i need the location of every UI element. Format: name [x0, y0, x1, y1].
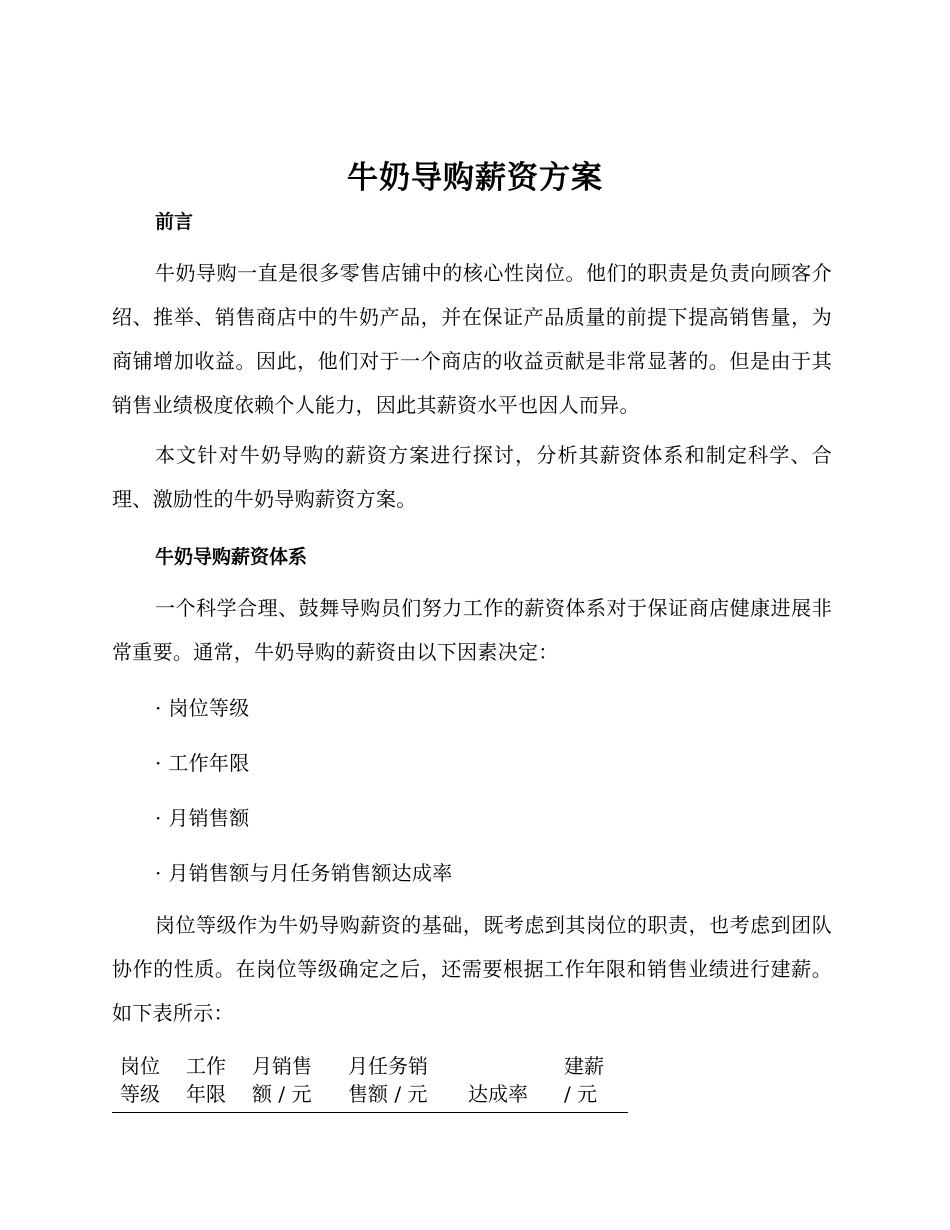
salary-table — [112, 1052, 628, 1113]
table-header-cell: 工作 年限 — [186, 1054, 226, 1106]
table-header-cell: 岗位 等级 — [120, 1054, 160, 1106]
table-header-cell: 月销售 额 / 元 — [252, 1054, 312, 1106]
preface-paragraph-1: 牛奶导购一直是很多零售店铺中的核心性岗位。他们的职责是负责向顾客介绍、推举、销售商店中的牛奶产品，并在保证产品质量的前提下提高销售量，为商铺增加收益。因此，他们对于一个商店的收益贡献是非常显著的。但是由于其销售业绩极度依赖个人能力，因此其薪资水平也因人而异。 — [112, 261, 832, 417]
document-title: 牛奶导购薪资方案 — [347, 160, 603, 196]
table-header-cell: 达成率 — [468, 1082, 528, 1106]
preface-heading: 前言 — [155, 211, 194, 233]
salary-system-paragraph-2: 岗位等级作为牛奶导购薪资的基础，既考虑到其岗位的职责，也考虑到团队协作的性质。在岗位等级确定之后，还需要根据工作年限和销售业绩进行建薪。如下表所示： — [112, 913, 832, 1025]
factor-list-item: · 月销售额 — [155, 806, 250, 830]
salary-system-paragraph-1: 一个科学合理、鼓舞导购员们努力工作的薪资体系对于保证商店健康进展非常重要。通常，牛奶导购的薪资由以下因素决定： — [112, 596, 832, 664]
table-header-cell: 月任务销 售额 / 元 — [348, 1054, 428, 1106]
factor-list-item: · 岗位等级 — [155, 696, 250, 720]
salary-system-heading: 牛奶导购薪资体系 — [155, 546, 308, 568]
table-header-cell: 建薪 / 元 — [564, 1054, 604, 1106]
factor-list-item: · 月销售额与月任务销售额达成率 — [155, 861, 453, 885]
factor-list-item: · 工作年限 — [155, 751, 250, 775]
preface-paragraph-2: 本文针对牛奶导购的薪资方案进行探讨，分析其薪资体系和制定科学、合理、激励性的牛奶导购薪资方案。 — [112, 443, 832, 511]
